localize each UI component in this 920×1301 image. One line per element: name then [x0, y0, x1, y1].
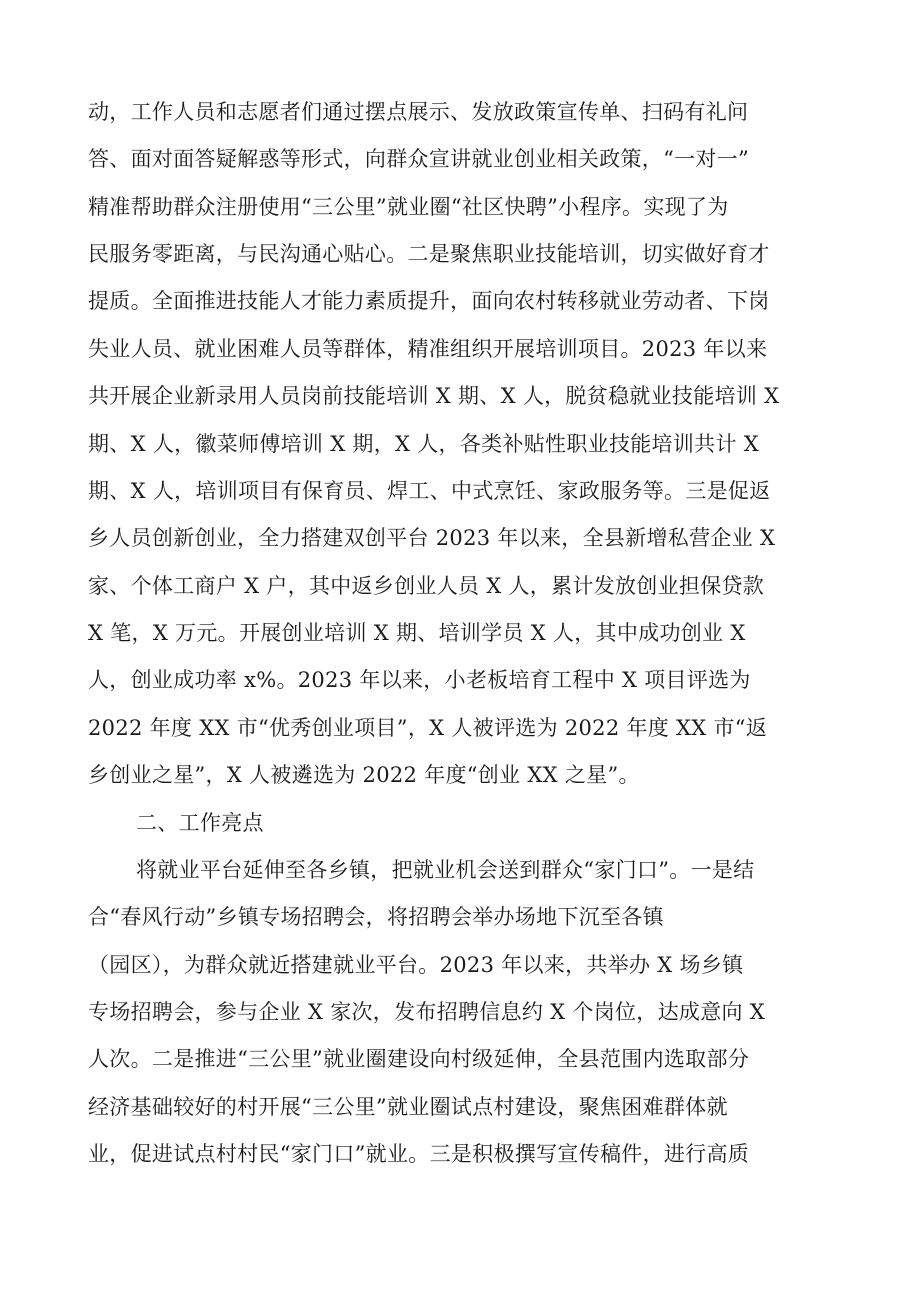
body-text-line: 民服务零距离，与民沟通心贴心。二是聚焦职业技能培训，切实做好育才: [88, 242, 770, 266]
body-text-line: 动，工作人员和志愿者们通过摆点展示、发放政策宣传单、扫码有礼问: [88, 100, 749, 124]
body-text-line: 人，创业成功率 x%。2023 年以来，小老板培育工程中 X 项目评选为: [88, 668, 751, 692]
body-text-line: 共开展企业新录用人员岗前技能培训 X 期、X 人，脱贫稳就业技能培训 X: [88, 384, 780, 408]
body-text-line: 家、个体工商户 X 户，其中返乡创业人员 X 人，累计发放创业担保贷款: [88, 574, 765, 598]
body-text-line: 经济基础较好的村开展“三公里”就业圈试点村建设，聚焦困难群体就: [88, 1095, 728, 1119]
body-text-line: 答、面对面答疑解惑等形式，向群众宣讲就业创业相关政策，“一对一”: [88, 147, 750, 171]
body-text-line: X 笔，X 万元。开展创业培训 X 期、培训学员 X 人，其中成功创业 X: [88, 621, 746, 645]
body-text-line: 提质。全面推进技能人才能力素质提升，面向农村转移就业劳动者、下岗: [88, 289, 770, 313]
body-text-line: 期、X 人，徽菜师傅培训 X 期，X 人，各类补贴性职业技能培训共计 X: [88, 432, 759, 456]
section-heading: 二、工作亮点: [136, 811, 264, 835]
body-text-line: 业，促进试点村村民“家门口”就业。三是积极撰写宣传稿件，进行高质: [88, 1142, 750, 1166]
body-text-line: 合“春风行动”乡镇专场招聘会，将招聘会举办场地下沉至各镇: [88, 905, 664, 929]
body-text-line: 失业人员、就业困难人员等群体，精准组织开展培训项目。2023 年以来: [88, 337, 768, 361]
body-text-line: 乡人员创新创业，全力搭建双创平台 2023 年以来，全县新增私营企业 X: [88, 526, 776, 550]
body-text-line: 乡创业之星”，X 人被遴选为 2022 年度“创业 XX 之星”。: [88, 763, 640, 787]
body-text-line: 期、X 人，培训项目有保育员、焊工、中式烹饪、家政服务等。三是促返: [88, 479, 771, 503]
body-text-line: 精准帮助群众注册使用“三公里”就业圈“社区快聘”小程序。实现了为: [88, 195, 729, 219]
body-text-line: 人次。二是推进“三公里”就业圈建设向村级延伸，全县范围内选取部分: [88, 1047, 750, 1071]
body-text-line: 将就业平台延伸至各乡镇，把就业机会送到群众“家门口”。一是结: [136, 858, 755, 882]
body-text-line: 2022 年度 XX 市“优秀创业项目”，X 人被评选为 2022 年度 XX 市“返: [88, 716, 768, 740]
body-text-line: 专场招聘会，参与企业 X 家次，发布招聘信息约 X 个岗位，达成意向 X: [88, 1000, 766, 1024]
body-text-line: （园区），为群众就近搭建就业平台。2023 年以来，共举办 X 场乡镇: [88, 953, 744, 977]
